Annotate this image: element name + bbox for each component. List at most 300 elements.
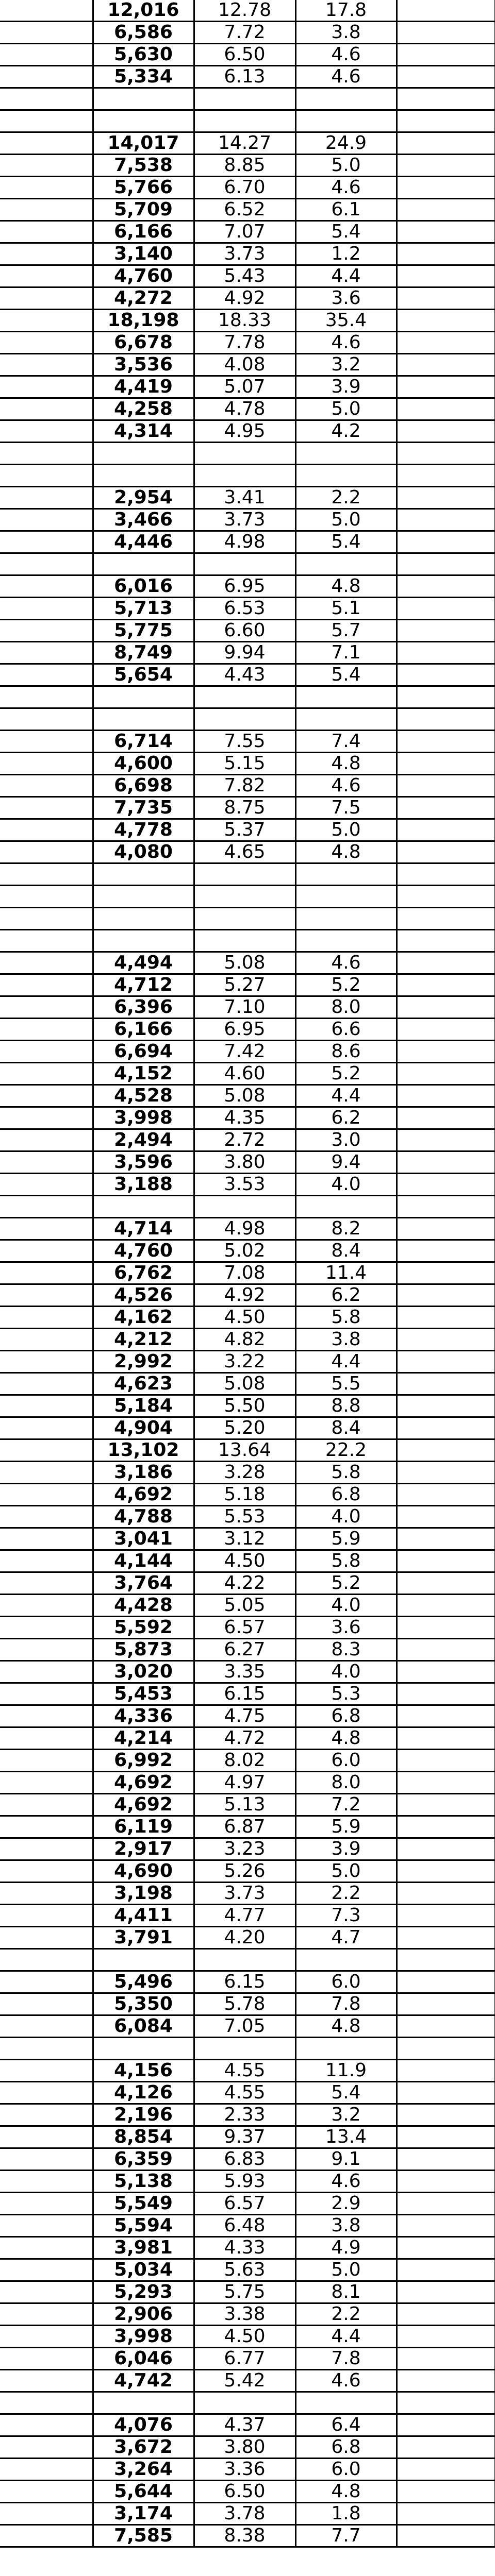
table-row bbox=[0, 1417, 495, 1439]
share-cell: 4.8 bbox=[295, 753, 397, 775]
row-lead-cell bbox=[0, 531, 93, 553]
row-lead-cell bbox=[0, 1750, 93, 1772]
rate-cell: 3.36 bbox=[194, 2459, 295, 2481]
rate-cell: 6.87 bbox=[194, 1816, 295, 1838]
row-tail-cell bbox=[397, 487, 495, 509]
row-lead-cell bbox=[0, 1019, 93, 1041]
row-tail-cell bbox=[397, 2348, 495, 2370]
row-tail-cell bbox=[397, 1705, 495, 1727]
row-tail-cell bbox=[397, 1417, 495, 1439]
table-row bbox=[0, 1993, 495, 2015]
rate-cell bbox=[194, 2392, 295, 2414]
row-tail-cell bbox=[397, 1949, 495, 1971]
table-row bbox=[0, 2303, 495, 2326]
rate-cell: 6.95 bbox=[194, 575, 295, 598]
row-lead-cell bbox=[0, 2215, 93, 2237]
count-cell bbox=[93, 886, 194, 908]
table-row bbox=[0, 2148, 495, 2171]
table-row bbox=[0, 2237, 495, 2259]
table-row bbox=[0, 1971, 495, 1993]
rate-cell: 6.95 bbox=[194, 1019, 295, 1041]
row-tail-cell bbox=[397, 1572, 495, 1595]
row-tail-cell bbox=[397, 177, 495, 199]
table-row bbox=[0, 908, 495, 930]
count-cell: 4,162 bbox=[93, 1307, 194, 1329]
share-cell: 8.2 bbox=[295, 1218, 397, 1240]
row-tail-cell bbox=[397, 1750, 495, 1772]
table-row bbox=[0, 2060, 495, 2082]
count-cell bbox=[93, 110, 194, 132]
table-row bbox=[0, 1572, 495, 1595]
share-cell: 8.4 bbox=[295, 1417, 397, 1439]
rate-cell: 4.95 bbox=[194, 420, 295, 443]
table-row bbox=[0, 1484, 495, 1506]
share-cell: 5.0 bbox=[295, 155, 397, 177]
rate-cell: 4.92 bbox=[194, 287, 295, 310]
share-cell: 4.6 bbox=[295, 952, 397, 974]
row-lead-cell bbox=[0, 2348, 93, 2370]
row-lead-cell bbox=[0, 1927, 93, 1949]
share-cell: 4.6 bbox=[295, 66, 397, 88]
share-cell bbox=[295, 88, 397, 110]
count-cell: 6,166 bbox=[93, 221, 194, 243]
row-lead-cell bbox=[0, 287, 93, 310]
share-cell: 5.8 bbox=[295, 1307, 397, 1329]
share-cell: 17.8 bbox=[295, 0, 397, 22]
rate-cell: 3.73 bbox=[194, 243, 295, 265]
count-cell: 4,272 bbox=[93, 287, 194, 310]
share-cell: 6.2 bbox=[295, 1284, 397, 1307]
row-tail-cell bbox=[397, 1218, 495, 1240]
row-tail-cell bbox=[397, 1550, 495, 1572]
count-cell: 3,186 bbox=[93, 1462, 194, 1484]
row-tail-cell bbox=[397, 2215, 495, 2237]
rate-cell: 8.02 bbox=[194, 1750, 295, 1772]
row-tail-cell bbox=[397, 1484, 495, 1506]
share-cell: 4.8 bbox=[295, 2015, 397, 2038]
share-cell: 5.0 bbox=[295, 509, 397, 531]
count-cell: 4,494 bbox=[93, 952, 194, 974]
count-cell: 7,585 bbox=[93, 2525, 194, 2547]
row-tail-cell bbox=[397, 686, 495, 708]
share-cell: 5.0 bbox=[295, 2259, 397, 2281]
table-row bbox=[0, 265, 495, 287]
rate-cell: 4.55 bbox=[194, 2060, 295, 2082]
count-cell: 3,041 bbox=[93, 1528, 194, 1550]
share-cell: 4.2 bbox=[295, 420, 397, 443]
count-cell: 4,314 bbox=[93, 420, 194, 443]
table-row bbox=[0, 221, 495, 243]
table-row bbox=[0, 2436, 495, 2459]
share-cell: 4.4 bbox=[295, 1085, 397, 1107]
row-lead-cell bbox=[0, 1484, 93, 1506]
row-lead-cell bbox=[0, 1772, 93, 1794]
share-cell: 4.6 bbox=[295, 775, 397, 797]
count-cell: 3,140 bbox=[93, 243, 194, 265]
share-cell: 2.2 bbox=[295, 487, 397, 509]
count-cell: 4,742 bbox=[93, 2370, 194, 2392]
row-lead-cell bbox=[0, 398, 93, 420]
rate-cell: 4.65 bbox=[194, 841, 295, 863]
count-cell bbox=[93, 708, 194, 731]
share-cell bbox=[295, 465, 397, 487]
row-tail-cell bbox=[397, 2303, 495, 2326]
row-lead-cell bbox=[0, 1439, 93, 1462]
share-cell bbox=[295, 110, 397, 132]
row-lead-cell bbox=[0, 1572, 93, 1595]
rate-cell: 4.50 bbox=[194, 2326, 295, 2348]
count-cell: 5,453 bbox=[93, 1683, 194, 1705]
count-cell: 3,536 bbox=[93, 354, 194, 376]
rate-cell: 6.57 bbox=[194, 2193, 295, 2215]
row-lead-cell bbox=[0, 1262, 93, 1284]
share-cell: 11.9 bbox=[295, 2060, 397, 2082]
count-cell bbox=[93, 930, 194, 952]
share-cell: 6.0 bbox=[295, 1971, 397, 1993]
share-cell: 4.0 bbox=[295, 1174, 397, 1196]
table-row bbox=[0, 2326, 495, 2348]
share-cell bbox=[295, 908, 397, 930]
rate-cell: 4.60 bbox=[194, 1063, 295, 1085]
row-lead-cell bbox=[0, 1905, 93, 1927]
row-lead-cell bbox=[0, 2237, 93, 2259]
row-lead-cell bbox=[0, 88, 93, 110]
row-lead-cell bbox=[0, 2370, 93, 2392]
table-row bbox=[0, 1262, 495, 1284]
share-cell: 2.9 bbox=[295, 2193, 397, 2215]
row-lead-cell bbox=[0, 354, 93, 376]
row-lead-cell bbox=[0, 1639, 93, 1661]
table-row bbox=[0, 243, 495, 265]
share-cell: 3.8 bbox=[295, 22, 397, 44]
share-cell: 6.2 bbox=[295, 1107, 397, 1129]
count-cell: 4,258 bbox=[93, 398, 194, 420]
share-cell: 11.4 bbox=[295, 1262, 397, 1284]
row-lead-cell bbox=[0, 2060, 93, 2082]
row-lead-cell bbox=[0, 2303, 93, 2326]
table-row bbox=[0, 1462, 495, 1484]
share-cell: 3.8 bbox=[295, 2215, 397, 2237]
table-row bbox=[0, 708, 495, 731]
row-tail-cell bbox=[397, 2503, 495, 2525]
rate-cell: 6.15 bbox=[194, 1971, 295, 1993]
row-lead-cell bbox=[0, 2104, 93, 2126]
table-row bbox=[0, 443, 495, 465]
row-tail-cell bbox=[397, 1860, 495, 1883]
count-cell: 5,873 bbox=[93, 1639, 194, 1661]
row-tail-cell bbox=[397, 2148, 495, 2171]
share-cell: 4.9 bbox=[295, 2237, 397, 2259]
share-cell: 6.6 bbox=[295, 1019, 397, 1041]
row-lead-cell bbox=[0, 22, 93, 44]
count-cell: 6,678 bbox=[93, 332, 194, 354]
share-cell: 4.8 bbox=[295, 1727, 397, 1750]
table-row bbox=[0, 1284, 495, 1307]
rate-cell: 3.23 bbox=[194, 1838, 295, 1860]
rate-cell: 6.52 bbox=[194, 199, 295, 221]
count-cell: 4,692 bbox=[93, 1794, 194, 1816]
row-tail-cell bbox=[397, 952, 495, 974]
row-tail-cell bbox=[397, 1661, 495, 1683]
rate-cell: 5.08 bbox=[194, 1373, 295, 1395]
row-tail-cell bbox=[397, 575, 495, 598]
count-cell: 4,692 bbox=[93, 1484, 194, 1506]
rate-cell: 3.41 bbox=[194, 487, 295, 509]
row-lead-cell bbox=[0, 2126, 93, 2148]
rate-cell: 4.55 bbox=[194, 2082, 295, 2104]
rate-cell: 6.77 bbox=[194, 2348, 295, 2370]
count-cell: 6,046 bbox=[93, 2348, 194, 2370]
count-cell: 4,126 bbox=[93, 2082, 194, 2104]
row-tail-cell bbox=[397, 908, 495, 930]
rate-cell: 5.53 bbox=[194, 1506, 295, 1528]
count-cell: 5,766 bbox=[93, 177, 194, 199]
share-cell: 3.9 bbox=[295, 1838, 397, 1860]
share-cell: 4.0 bbox=[295, 1595, 397, 1617]
rate-cell: 5.43 bbox=[194, 265, 295, 287]
row-tail-cell bbox=[397, 1174, 495, 1196]
row-tail-cell bbox=[397, 2082, 495, 2104]
rate-cell: 4.43 bbox=[194, 664, 295, 686]
rate-cell bbox=[194, 1196, 295, 1218]
rate-cell: 2.72 bbox=[194, 1129, 295, 1151]
share-cell: 2.2 bbox=[295, 1883, 397, 1905]
row-lead-cell bbox=[0, 265, 93, 287]
row-tail-cell bbox=[397, 1019, 495, 1041]
row-tail-cell bbox=[397, 2015, 495, 2038]
row-tail-cell bbox=[397, 221, 495, 243]
count-cell: 7,735 bbox=[93, 797, 194, 819]
row-lead-cell bbox=[0, 155, 93, 177]
row-tail-cell bbox=[397, 2038, 495, 2060]
rate-cell: 5.75 bbox=[194, 2281, 295, 2303]
rate-cell: 4.92 bbox=[194, 1284, 295, 1307]
row-tail-cell bbox=[397, 44, 495, 66]
row-tail-cell bbox=[397, 930, 495, 952]
table-row bbox=[0, 952, 495, 974]
row-tail-cell bbox=[397, 797, 495, 819]
rate-cell: 4.50 bbox=[194, 1550, 295, 1572]
count-cell: 5,630 bbox=[93, 44, 194, 66]
row-tail-cell bbox=[397, 1151, 495, 1174]
row-lead-cell bbox=[0, 775, 93, 797]
row-tail-cell bbox=[397, 243, 495, 265]
count-cell: 3,198 bbox=[93, 1883, 194, 1905]
row-tail-cell bbox=[397, 1506, 495, 1528]
row-tail-cell bbox=[397, 1063, 495, 1085]
count-cell bbox=[93, 88, 194, 110]
row-lead-cell bbox=[0, 1883, 93, 1905]
rate-cell bbox=[194, 553, 295, 575]
count-cell bbox=[93, 553, 194, 575]
table-row bbox=[0, 598, 495, 620]
table-row bbox=[0, 1329, 495, 1351]
row-tail-cell bbox=[397, 1373, 495, 1395]
share-cell: 5.2 bbox=[295, 974, 397, 996]
count-cell: 4,212 bbox=[93, 1329, 194, 1351]
count-cell: 4,080 bbox=[93, 841, 194, 863]
row-lead-cell bbox=[0, 2038, 93, 2060]
table-row bbox=[0, 1794, 495, 1816]
table-row bbox=[0, 664, 495, 686]
share-cell: 24.9 bbox=[295, 132, 397, 155]
row-lead-cell bbox=[0, 731, 93, 753]
share-cell: 3.0 bbox=[295, 1129, 397, 1151]
table-row bbox=[0, 2104, 495, 2126]
rate-cell: 5.02 bbox=[194, 1240, 295, 1262]
share-cell: 35.4 bbox=[295, 310, 397, 332]
rate-cell: 3.53 bbox=[194, 1174, 295, 1196]
share-cell: 8.4 bbox=[295, 1240, 397, 1262]
row-lead-cell bbox=[0, 2436, 93, 2459]
count-cell: 2,906 bbox=[93, 2303, 194, 2326]
table-row bbox=[0, 132, 495, 155]
rate-cell: 5.78 bbox=[194, 1993, 295, 2015]
row-tail-cell bbox=[397, 132, 495, 155]
row-tail-cell bbox=[397, 708, 495, 731]
count-cell: 4,336 bbox=[93, 1705, 194, 1727]
count-cell: 5,350 bbox=[93, 1993, 194, 2015]
row-tail-cell bbox=[397, 354, 495, 376]
table-row bbox=[0, 1838, 495, 1860]
row-tail-cell bbox=[397, 1528, 495, 1550]
rate-cell: 5.63 bbox=[194, 2259, 295, 2281]
rate-cell: 4.08 bbox=[194, 354, 295, 376]
table-row bbox=[0, 1063, 495, 1085]
rate-cell: 7.82 bbox=[194, 775, 295, 797]
rate-cell: 6.13 bbox=[194, 66, 295, 88]
row-lead-cell bbox=[0, 310, 93, 332]
row-lead-cell bbox=[0, 2525, 93, 2547]
table-row bbox=[0, 1617, 495, 1639]
row-lead-cell bbox=[0, 1993, 93, 2015]
table-row bbox=[0, 797, 495, 819]
row-lead-cell bbox=[0, 0, 93, 22]
row-tail-cell bbox=[397, 775, 495, 797]
table-row bbox=[0, 354, 495, 376]
share-cell bbox=[295, 708, 397, 731]
count-cell: 6,714 bbox=[93, 731, 194, 753]
share-cell: 7.3 bbox=[295, 1905, 397, 1927]
row-tail-cell bbox=[397, 287, 495, 310]
share-cell: 4.6 bbox=[295, 332, 397, 354]
rate-cell: 5.05 bbox=[194, 1595, 295, 1617]
row-tail-cell bbox=[397, 2259, 495, 2281]
count-cell: 4,788 bbox=[93, 1506, 194, 1528]
count-cell: 2,917 bbox=[93, 1838, 194, 1860]
count-cell: 5,334 bbox=[93, 66, 194, 88]
count-cell: 4,144 bbox=[93, 1550, 194, 1572]
count-cell: 4,214 bbox=[93, 1727, 194, 1750]
count-cell: 4,526 bbox=[93, 1284, 194, 1307]
row-tail-cell bbox=[397, 553, 495, 575]
rate-cell: 4.72 bbox=[194, 1727, 295, 1750]
table-row bbox=[0, 1639, 495, 1661]
count-cell: 6,396 bbox=[93, 996, 194, 1019]
row-tail-cell bbox=[397, 1262, 495, 1284]
share-cell: 1.8 bbox=[295, 2503, 397, 2525]
row-tail-cell bbox=[397, 1041, 495, 1063]
share-cell: 6.4 bbox=[295, 2414, 397, 2436]
row-lead-cell bbox=[0, 1041, 93, 1063]
rate-cell: 5.08 bbox=[194, 1085, 295, 1107]
table-row bbox=[0, 930, 495, 952]
row-tail-cell bbox=[397, 1129, 495, 1151]
count-cell bbox=[93, 908, 194, 930]
row-lead-cell bbox=[0, 886, 93, 908]
count-cell: 4,760 bbox=[93, 1240, 194, 1262]
rate-cell bbox=[194, 88, 295, 110]
share-cell: 5.1 bbox=[295, 598, 397, 620]
rate-cell: 5.27 bbox=[194, 974, 295, 996]
table-row bbox=[0, 1927, 495, 1949]
table-row bbox=[0, 1019, 495, 1041]
count-cell: 3,174 bbox=[93, 2503, 194, 2525]
count-cell: 6,016 bbox=[93, 575, 194, 598]
table-row bbox=[0, 2281, 495, 2303]
table-row bbox=[0, 1772, 495, 1794]
count-cell: 4,778 bbox=[93, 819, 194, 841]
table-row bbox=[0, 1595, 495, 1617]
rate-cell: 9.94 bbox=[194, 642, 295, 664]
table-row bbox=[0, 1351, 495, 1373]
rate-cell: 5.07 bbox=[194, 376, 295, 398]
share-cell: 6.8 bbox=[295, 1705, 397, 1727]
row-lead-cell bbox=[0, 620, 93, 642]
table-row bbox=[0, 1307, 495, 1329]
share-cell: 4.0 bbox=[295, 1506, 397, 1528]
table-row bbox=[0, 2082, 495, 2104]
row-tail-cell bbox=[397, 1816, 495, 1838]
share-cell bbox=[295, 1949, 397, 1971]
rate-cell: 3.80 bbox=[194, 1151, 295, 1174]
table-row bbox=[0, 376, 495, 398]
table-row bbox=[0, 1107, 495, 1129]
row-tail-cell bbox=[397, 1462, 495, 1484]
count-cell: 4,152 bbox=[93, 1063, 194, 1085]
rate-cell: 5.26 bbox=[194, 1860, 295, 1883]
count-cell: 5,775 bbox=[93, 620, 194, 642]
table-row bbox=[0, 1174, 495, 1196]
table-row bbox=[0, 22, 495, 44]
rate-cell: 5.42 bbox=[194, 2370, 295, 2392]
count-cell: 5,594 bbox=[93, 2215, 194, 2237]
table-row bbox=[0, 2370, 495, 2392]
row-lead-cell bbox=[0, 1151, 93, 1174]
row-tail-cell bbox=[397, 1772, 495, 1794]
row-lead-cell bbox=[0, 132, 93, 155]
rate-cell: 4.97 bbox=[194, 1772, 295, 1794]
count-cell: 12,016 bbox=[93, 0, 194, 22]
rate-cell: 5.08 bbox=[194, 952, 295, 974]
share-cell: 7.1 bbox=[295, 642, 397, 664]
row-lead-cell bbox=[0, 908, 93, 930]
row-tail-cell bbox=[397, 509, 495, 531]
row-lead-cell bbox=[0, 1506, 93, 1528]
share-cell bbox=[295, 2038, 397, 2060]
rate-cell: 3.80 bbox=[194, 2436, 295, 2459]
count-cell: 5,709 bbox=[93, 199, 194, 221]
count-cell: 4,712 bbox=[93, 974, 194, 996]
share-cell: 4.6 bbox=[295, 2171, 397, 2193]
row-tail-cell bbox=[397, 2414, 495, 2436]
rate-cell: 4.33 bbox=[194, 2237, 295, 2259]
table-row bbox=[0, 310, 495, 332]
row-lead-cell bbox=[0, 1971, 93, 1993]
share-cell: 5.8 bbox=[295, 1462, 397, 1484]
rate-cell: 7.07 bbox=[194, 221, 295, 243]
count-cell bbox=[93, 1196, 194, 1218]
